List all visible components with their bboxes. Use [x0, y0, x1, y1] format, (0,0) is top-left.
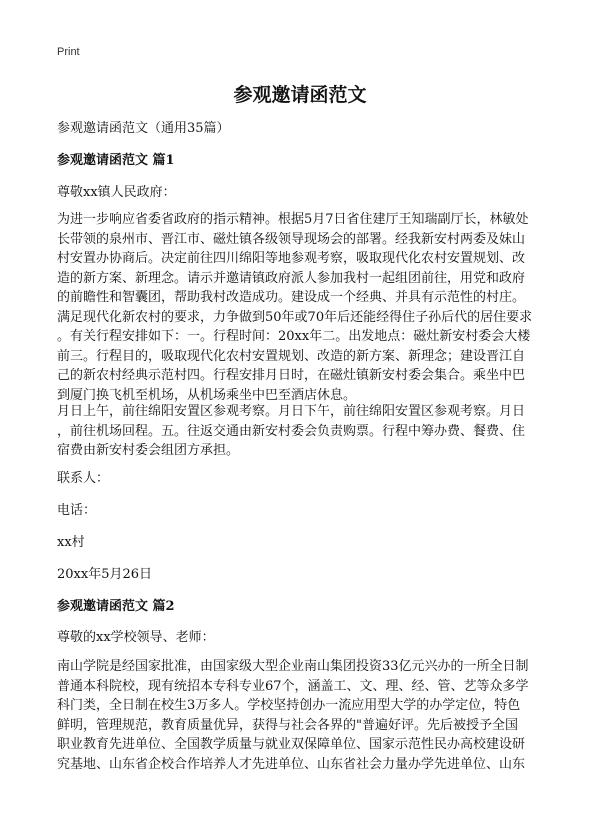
phone-label: 电话：	[57, 503, 97, 518]
text-line: 的前瞻性和智囊团，帮助我村改造成功。建设成一个经典、并具有示范性的村庄。	[57, 290, 526, 305]
section-2-heading: 参观邀请函范文 篇2	[57, 599, 175, 614]
text-line: 。有关行程安排如下：一。行程时间：20xx年二。出发地点：磁灶新安村委会大楼	[57, 329, 531, 344]
print-label[interactable]: Print	[57, 46, 80, 58]
text-line: 造的新方案、新理念。请示并邀请镇政府派人参加我村一起组团前往，用党和政府	[57, 270, 526, 286]
contact-label: 联系人：	[57, 471, 110, 486]
text-line: 长带领的泉州市、晋江市、磁灶镇各级领导现场会的部署。经我新安村两委及妹山	[57, 231, 526, 247]
text-line: 为进一步响应省委省政府的指示精神。根据5月7日省住建厅王知瑞副厅长，林敏处	[57, 212, 529, 227]
section-2-salutation: 尊敬的xx学校领导、老师：	[57, 630, 215, 645]
text-line: 科门类，全日制在校生3万多人。学校坚持创办一流应用型大学的办学定位，特色	[57, 698, 521, 713]
text-line: 普通本科院校，现有统招本专科专业67个，涵盖工、文、理、经、管、艺等众多学	[57, 678, 529, 694]
section-1-paragraph-1	[57, 210, 547, 405]
letter-date: 20xx年5月26日	[57, 567, 153, 582]
text-line: 满足现代化新农村的要求，力争做到50年或70年后还能经得住子孙后代的居住要求	[57, 309, 533, 325]
text-line: 村安置办协商后。决定前往四川绵阳等地参观考察，吸取现代化农村安置规划、改	[57, 251, 526, 266]
text-line: 职业教育先进单位、全国教学质量与就业双保障单位、国家示范性民办高校建设研	[57, 737, 526, 752]
text-line: 鲜明，管理规范，教育质量优异，获得与社会各界的"普遍好评。先后被授予全国	[57, 717, 518, 733]
signature: xx村	[57, 535, 85, 550]
text-line: 宿费由新安村委会组团方承担。	[57, 443, 240, 458]
text-line: 己的新农村经典示范村四。行程安排月日时，在磁灶镇新安村委会集合。乘坐中巴	[57, 368, 526, 383]
text-line: 到厦门换飞机至机场，从机场乘坐中巴至酒店休息。	[57, 387, 357, 403]
section-1-heading: 参观邀请函范文 篇1	[57, 153, 175, 168]
text-line: ，前往机场回程。五。往返交通由新安村委会负责购票。行程中筹办费、餐费、住	[57, 423, 526, 439]
text-line: 究基地、山东省企校合作培养人才先进单位、山东省社会力量办学先进单位、山东	[57, 756, 526, 772]
text-line: 南山学院是经国家批准，由国家级大型企业南山集团投资33亿元兴办的一所全日制	[57, 659, 529, 674]
text-line: 月日上午，前往绵阳安置区参观考察。月日下午，前往绵阳安置区参观考察。月日	[57, 404, 526, 419]
section-1-paragraph-2	[57, 402, 547, 461]
section-2-paragraph-1	[57, 657, 547, 774]
document-subtitle: 参观邀请函范文（通用35篇）	[57, 121, 230, 136]
page-title: 参观邀请函范文	[233, 84, 367, 106]
section-1-salutation: 尊敬xx镇人民政府：	[57, 185, 176, 200]
text-line: 前三。行程目的，吸取现代化农村安置规划、改造的新方案、新理念；建设晋江自	[57, 348, 526, 364]
